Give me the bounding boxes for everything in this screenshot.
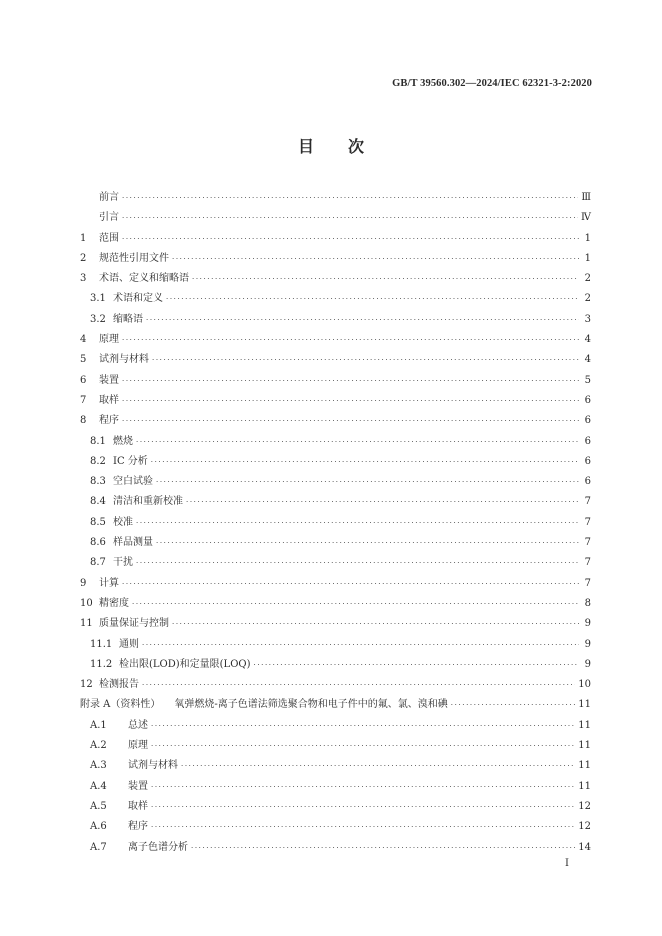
dot-leader <box>191 838 575 858</box>
toc-entry[interactable] <box>80 817 591 837</box>
toc-entry-label: 离子色谱分析 <box>128 841 188 853</box>
dot-leader <box>122 371 579 391</box>
toc-entry-label: 空白试验 <box>113 476 153 488</box>
toc-entry-page: 12 <box>578 800 591 812</box>
dot-leader <box>146 310 579 330</box>
toc-entry-page: 9 <box>584 658 591 670</box>
toc-entry-label: 清洁和重新校准 <box>113 496 183 508</box>
toc-entry[interactable] <box>80 432 591 452</box>
toc-entry-label: 试剂与材料 <box>99 354 149 366</box>
toc-entry-label: 通则 <box>119 638 139 650</box>
page-title: 目次 <box>297 137 398 156</box>
dot-leader <box>156 533 579 553</box>
toc-entry-number: 3.2 <box>90 313 106 325</box>
toc-entry-label: 规范性引用文件 <box>99 252 169 264</box>
toc-entry-page: 2 <box>584 273 591 285</box>
toc-entry[interactable] <box>80 350 591 370</box>
toc-entry-label: 装置 <box>99 374 119 386</box>
toc-entry-page: 6 <box>584 476 591 488</box>
dot-leader <box>166 289 579 309</box>
toc-entry-page: 11 <box>578 719 591 731</box>
toc-entry-label: 范围 <box>99 232 119 244</box>
toc-entry[interactable] <box>80 574 591 594</box>
toc-entry[interactable] <box>80 533 591 553</box>
dot-leader <box>254 655 580 675</box>
toc-entry-page: 3 <box>584 313 591 325</box>
toc-entry-number: A.5 <box>90 800 107 812</box>
toc-entry-number: 8.7 <box>90 557 106 569</box>
dot-leader <box>181 756 575 776</box>
dot-leader <box>151 777 575 797</box>
dot-leader <box>142 635 579 655</box>
dot-leader <box>172 614 579 634</box>
toc-entry[interactable] <box>80 675 591 695</box>
page-number: I <box>565 858 569 869</box>
toc-entry-page: 1 <box>584 232 591 244</box>
toc-entry[interactable] <box>80 188 591 208</box>
toc-entry-label: 计算 <box>99 577 119 589</box>
toc-entry[interactable] <box>80 777 591 797</box>
toc-entry-label: 取样 <box>99 394 119 406</box>
toc-entry-number: A.1 <box>90 719 107 731</box>
toc-entry-label: 取样 <box>128 800 148 812</box>
toc-entry-page: 6 <box>584 394 591 406</box>
toc-entry-page: 14 <box>578 841 591 853</box>
toc-entry-label: 试剂与材料 <box>128 760 178 772</box>
dot-leader <box>122 229 579 249</box>
toc-entry[interactable] <box>80 716 591 736</box>
toc-entry-page: 6 <box>584 415 591 427</box>
toc-entry-page: 7 <box>584 496 591 508</box>
toc-entry[interactable] <box>80 310 591 330</box>
toc-entry[interactable] <box>80 208 591 228</box>
toc-entry[interactable] <box>80 736 591 756</box>
toc-entry-page: 4 <box>584 354 591 366</box>
toc-entry-number: A.4 <box>90 780 107 792</box>
toc-entry-page: Ⅳ <box>581 212 591 224</box>
toc-entry-page: 5 <box>584 374 591 386</box>
dot-leader <box>151 736 575 756</box>
toc-entry[interactable] <box>80 756 591 776</box>
toc-entry-label: 缩略语 <box>113 313 143 325</box>
dot-leader <box>136 432 579 452</box>
toc-entry[interactable] <box>80 229 591 249</box>
dot-leader <box>151 817 575 837</box>
toc-entry-number: 4 <box>80 334 87 346</box>
toc-entry[interactable] <box>80 492 591 512</box>
dot-leader <box>122 574 579 594</box>
toc-entry-label: 程序 <box>99 415 119 427</box>
toc-entry[interactable] <box>80 797 591 817</box>
toc-entry-number: 8 <box>80 415 87 427</box>
dot-leader <box>136 553 579 573</box>
toc-entry[interactable] <box>80 655 591 675</box>
dot-leader <box>186 492 579 512</box>
dot-leader <box>192 269 579 289</box>
dot-leader <box>156 472 579 492</box>
toc-entry-number: 3 <box>80 273 87 285</box>
toc-entry-number: 8.1 <box>90 435 106 447</box>
toc-entry-page: 11 <box>578 740 591 752</box>
toc-entry-number: 8.5 <box>90 516 106 528</box>
toc-entry-label: 样品测量 <box>113 537 153 549</box>
toc-entry-label: IC 分析 <box>113 455 148 467</box>
dot-leader <box>132 594 579 614</box>
table-of-contents <box>80 188 591 858</box>
toc-entry-number: A.6 <box>90 821 107 833</box>
toc-entry[interactable] <box>80 371 591 391</box>
toc-entry-label: 燃烧 <box>113 435 133 447</box>
toc-entry-page: Ⅲ <box>581 192 591 203</box>
toc-entry-page: 7 <box>584 577 591 589</box>
toc-entry-page: 9 <box>584 638 591 650</box>
toc-entry-page: 11 <box>578 699 591 711</box>
toc-entry-page: 7 <box>584 537 591 549</box>
toc-entry[interactable] <box>80 838 591 858</box>
toc-entry-number: 1 <box>80 232 87 244</box>
toc-entry[interactable] <box>80 513 591 533</box>
toc-entry-label: 精密度 <box>99 597 129 609</box>
toc-entry-label: 原理 <box>128 740 148 752</box>
toc-entry-number: 5 <box>80 354 87 366</box>
toc-entry-page: 7 <box>584 557 591 569</box>
toc-entry-page: 11 <box>578 780 591 792</box>
toc-entry-label: 检测报告 <box>99 679 139 691</box>
toc-entry-page: 9 <box>584 618 591 630</box>
toc-entry-number: 2 <box>80 252 87 264</box>
toc-entry-page: 2 <box>584 293 591 305</box>
toc-entry-number: 8.4 <box>90 496 106 508</box>
toc-entry-number: 11.2 <box>90 658 113 670</box>
toc-entry-number: 8.2 <box>90 455 106 467</box>
toc-entry-number: 附录 A（资料性） <box>80 699 161 711</box>
toc-entry[interactable] <box>80 330 591 350</box>
toc-entry[interactable] <box>80 472 591 492</box>
toc-entry-label: 前言 <box>99 192 119 203</box>
toc-entry-page: 10 <box>578 679 591 691</box>
dot-leader <box>152 350 579 370</box>
toc-entry[interactable] <box>80 249 591 269</box>
toc-entry-page: 11 <box>578 760 591 772</box>
dot-leader <box>122 411 579 431</box>
toc-entry[interactable] <box>80 635 591 655</box>
toc-entry-label: 质量保证与控制 <box>99 618 169 630</box>
toc-entry[interactable] <box>80 452 591 472</box>
dot-leader <box>142 675 575 695</box>
toc-entry-page: 4 <box>584 334 591 346</box>
toc-entry-number: A.2 <box>90 740 107 752</box>
toc-entry-label: 引言 <box>99 212 119 224</box>
toc-entry-number: 8.3 <box>90 476 106 488</box>
toc-entry-number: 12 <box>80 679 93 691</box>
toc-entry[interactable] <box>80 614 591 634</box>
standard-code-header: GB/T 39560.302—2024/IEC 62321-3-2:2020 <box>392 78 592 89</box>
toc-entry-page: 6 <box>584 455 591 467</box>
dot-leader <box>136 513 579 533</box>
toc-entry-label: 程序 <box>128 821 148 833</box>
toc-entry-number: 10 <box>80 597 93 609</box>
toc-entry-number: 11.1 <box>90 638 113 650</box>
toc-entry[interactable] <box>80 411 591 431</box>
toc-entry[interactable] <box>80 695 591 715</box>
toc-entry[interactable] <box>80 289 591 309</box>
toc-entry-number: A.3 <box>90 760 107 772</box>
toc-entry-number: 6 <box>80 374 87 386</box>
toc-entry-page: 7 <box>584 516 591 528</box>
toc-entry-page: 6 <box>584 435 591 447</box>
dot-leader <box>122 391 579 411</box>
toc-entry-number: 7 <box>80 394 87 406</box>
toc-entry[interactable] <box>80 269 591 289</box>
toc-entry-label: 术语、定义和缩略语 <box>99 273 189 285</box>
dot-leader <box>151 716 575 736</box>
dot-leader <box>122 188 578 208</box>
toc-entry-number: 3.1 <box>90 293 106 305</box>
toc-entry-label: 检出限(LOD)和定量限(LOQ) <box>119 658 251 670</box>
toc-entry[interactable] <box>80 391 591 411</box>
toc-entry-label: 原理 <box>99 334 119 346</box>
toc-entry-page: 1 <box>584 252 591 264</box>
toc-entry-page: 12 <box>578 821 591 833</box>
dot-leader <box>151 797 575 817</box>
toc-entry-label: 装置 <box>128 780 148 792</box>
toc-entry-label: 总述 <box>128 719 148 731</box>
toc-entry-number: 11 <box>80 618 93 630</box>
toc-entry[interactable] <box>80 553 591 573</box>
dot-leader <box>122 330 579 350</box>
dot-leader <box>451 695 575 715</box>
toc-entry-number: 8.6 <box>90 537 106 549</box>
toc-entry-label: 氧弹燃烧-离子色谱法筛选聚合物和电子件中的氟、氯、溴和碘 <box>174 699 448 711</box>
toc-entry-page: 8 <box>584 597 591 609</box>
dot-leader <box>122 208 578 228</box>
toc-entry-label: 校准 <box>113 516 133 528</box>
dot-leader <box>172 249 579 269</box>
toc-entry-number: A.7 <box>90 841 107 853</box>
toc-entry[interactable] <box>80 594 591 614</box>
toc-entry-number: 9 <box>80 577 87 589</box>
dot-leader <box>151 452 579 472</box>
toc-entry-label: 术语和定义 <box>113 293 163 305</box>
toc-entry-label: 干扰 <box>113 557 133 569</box>
